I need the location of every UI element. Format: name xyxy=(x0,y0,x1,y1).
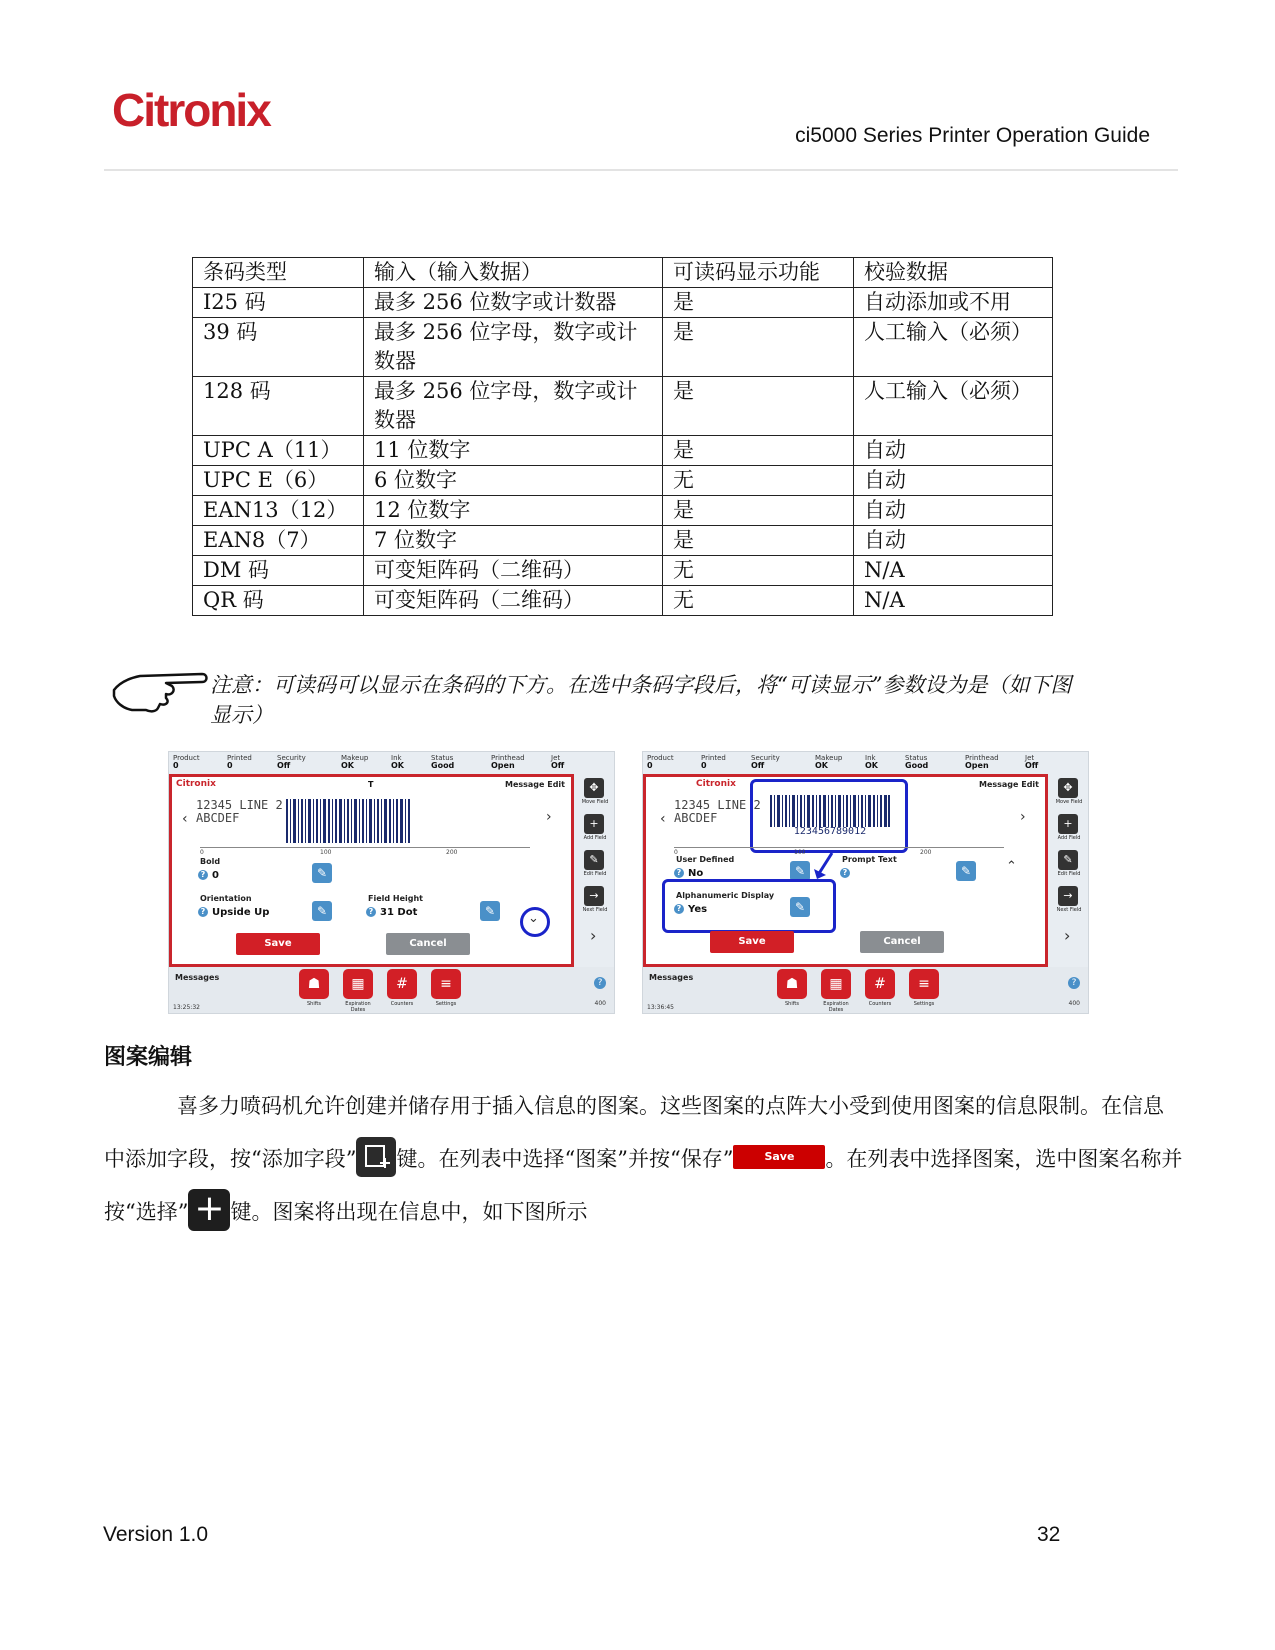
message-edit-panel xyxy=(169,774,574,967)
chevron-down-icon[interactable]: ⌄ xyxy=(528,911,539,926)
next-field-icon[interactable]: → xyxy=(1058,886,1078,906)
arrow-icon xyxy=(812,851,836,881)
table-header-row xyxy=(193,258,1053,288)
table-cell: UPC A（11） xyxy=(193,436,364,466)
help-icon[interactable]: ? xyxy=(594,977,606,989)
screen-logo: Citronix xyxy=(696,779,736,789)
table-header-cell: 校验数据 xyxy=(854,258,1053,288)
clock: 13:25:32 xyxy=(173,1004,200,1011)
message-edit-panel xyxy=(643,774,1048,967)
table-cell: 无 xyxy=(663,466,854,496)
ruler: 0 100 200 xyxy=(674,847,1004,848)
help-icon[interactable]: ? xyxy=(674,868,684,878)
table-row xyxy=(193,436,1053,466)
table-header-cell: 条码类型 xyxy=(193,258,364,288)
table-cell: 自动 xyxy=(854,526,1053,556)
help-icon[interactable]: ? xyxy=(198,907,208,917)
help-icon[interactable]: ? xyxy=(366,907,376,917)
cancel-button[interactable]: Cancel xyxy=(860,931,944,953)
field-t-label: T xyxy=(368,780,374,789)
screen-logo: Citronix xyxy=(176,779,216,789)
table-cell: 6 位数字 xyxy=(364,466,663,496)
status-bar: Product 0 Printed 0 Security Off Makeup OK Ink OK Status Good Printhead Open Jet Off xyxy=(169,752,614,774)
orientation-value: ? Upside Up xyxy=(198,907,269,918)
chevron-up-icon[interactable]: ⌃ xyxy=(1006,859,1017,874)
table-row xyxy=(193,526,1053,556)
cancel-button[interactable]: Cancel xyxy=(386,933,470,955)
table-header-cell: 可读码显示功能 xyxy=(663,258,854,288)
human-readable-text: 123456789012 xyxy=(793,826,867,837)
table-cell: 可变矩阵码（二维码） xyxy=(364,556,663,586)
save-button-icon: Save xyxy=(733,1145,825,1169)
preview-line1: 12345 LINE 2 xyxy=(674,798,761,812)
barcode-spec-table xyxy=(192,257,1053,616)
save-button[interactable]: Save xyxy=(236,933,320,955)
table-cell: 是 xyxy=(663,496,854,526)
orientation-label: Orientation xyxy=(200,894,252,903)
side-toolbar: ✥ Move Field + Add Field ✎ Edit Field → Next Field › xyxy=(1048,774,1089,967)
prompt-text-value xyxy=(840,868,854,879)
table-header-cell: 输入（输入数据） xyxy=(364,258,663,288)
barcode-highlight xyxy=(750,779,908,853)
bold-label: Bold xyxy=(200,857,221,866)
chevron-right-icon[interactable]: › xyxy=(1020,809,1026,825)
preview-line2: ABCDEF xyxy=(196,811,240,825)
shifts-icon[interactable]: ☗ xyxy=(299,969,329,999)
table-cell: UPC E（6） xyxy=(193,466,364,496)
table-cell: 自动添加或不用 xyxy=(854,288,1053,318)
table-cell: DM 码 xyxy=(193,556,364,586)
svg-text:Citronix: Citronix xyxy=(112,84,270,136)
table-cell: 人工输入（必须） xyxy=(854,318,1053,377)
table-cell: 是 xyxy=(663,526,854,556)
footer-version: Version 1.0 xyxy=(103,1523,209,1546)
header-divider xyxy=(104,169,1178,171)
save-button[interactable]: Save xyxy=(710,931,794,953)
pointing-hand-icon xyxy=(110,668,210,716)
help-icon[interactable]: ? xyxy=(198,870,208,880)
section-title: 图案编辑 xyxy=(104,1045,193,1070)
chevron-right-icon[interactable]: › xyxy=(1064,926,1071,945)
counters-icon[interactable]: # xyxy=(387,969,417,999)
screenshot-right xyxy=(642,751,1089,1014)
status-bar: Product 0 Printed 0 Security Off Makeup OK Ink OK Status Good Printhead Open Jet Off xyxy=(643,752,1088,774)
edit-field-icon[interactable]: ✎ xyxy=(1058,850,1078,870)
table-cell: 7 位数字 xyxy=(364,526,663,556)
bold-value: ? 0 xyxy=(198,870,219,881)
edit-orientation-button[interactable]: ✎ xyxy=(312,901,332,921)
table-row xyxy=(193,556,1053,586)
paragraph-part1: 喜多力喷码机允许创建并储存用于插入信息的图案。这些图案的点阵大小受到使用图案的信息限制。在信息中添加字段，按“添加字段” xyxy=(104,1094,1164,1171)
table-cell: 自动 xyxy=(854,496,1053,526)
paragraph-part2: 键。在列表中选择“图案”并按“保存” xyxy=(396,1147,734,1171)
barcode-image xyxy=(286,799,410,843)
message-preview xyxy=(192,795,542,847)
table-cell: 人工输入（必须） xyxy=(854,377,1053,436)
alphanumeric-highlight xyxy=(662,879,836,933)
prompt-text-label: Prompt Text xyxy=(842,855,897,864)
table-cell: 是 xyxy=(663,288,854,318)
help-icon[interactable]: ? xyxy=(674,904,684,914)
table-cell: 128 码 xyxy=(193,377,364,436)
page-number: 32 xyxy=(1037,1523,1061,1546)
edit-field-icon[interactable]: ✎ xyxy=(584,850,604,870)
table-cell: 最多 256 位数字或计数器 xyxy=(364,288,663,318)
chevron-left-icon[interactable]: ‹ xyxy=(660,811,666,827)
note-text: 注意：可读码可以显示在条码的下方。在选中条码字段后，将“可读显示”参数设为是（如下图显示） xyxy=(210,673,1072,727)
message-edit-title: Message Edit xyxy=(978,780,1039,789)
table-cell: 39 码 xyxy=(193,318,364,377)
preview-line1: 12345 LINE 2 xyxy=(196,798,283,812)
table-cell: 是 xyxy=(663,436,854,466)
table-cell: 是 xyxy=(663,377,854,436)
document-title: ci5000 Series Printer Operation Guide xyxy=(795,124,1150,147)
bottom-bar: Messages 13:36:45 ☗ Shifts ▦ Expiration Dates # Counters ≡ Settings ? 400 xyxy=(643,967,1088,1014)
table-row xyxy=(193,377,1053,436)
clock: 13:36:45 xyxy=(647,1004,674,1011)
table-cell: I25 码 xyxy=(193,288,364,318)
expiration-dates-icon[interactable]: ▦ xyxy=(343,969,373,999)
move-field-icon[interactable]: ✥ xyxy=(1058,778,1078,798)
table-row xyxy=(193,586,1053,616)
edit-bold-button[interactable]: ✎ xyxy=(312,863,332,883)
help-icon[interactable]: ? xyxy=(1068,977,1080,989)
paragraph-part3: 。在列表中选择图案，选中图案名称并按“选择” xyxy=(104,1147,1183,1224)
user-defined-value: ? No xyxy=(674,868,703,879)
table-cell: 是 xyxy=(663,318,854,377)
table-cell: 可变矩阵码（二维码） xyxy=(364,586,663,616)
table-row xyxy=(193,318,1053,377)
add-field-icon[interactable]: + xyxy=(584,814,604,834)
barcode-bars-icon xyxy=(286,799,410,843)
field-height-label: Field Height xyxy=(368,894,423,903)
ruler: 0 100 200 xyxy=(200,847,530,848)
chevron-left-icon[interactable]: ‹ xyxy=(182,811,188,827)
help-icon[interactable]: ? xyxy=(840,868,850,878)
chevron-right-icon[interactable]: › xyxy=(546,809,552,825)
chevron-right-icon[interactable]: › xyxy=(590,926,597,945)
table-cell: 无 xyxy=(663,586,854,616)
table-cell: EAN8（7） xyxy=(193,526,364,556)
messages-label: Messages xyxy=(175,973,220,982)
user-defined-label: User Defined xyxy=(676,855,735,864)
messages-label: Messages xyxy=(649,973,694,982)
screenshot-left xyxy=(168,751,615,1014)
table-row xyxy=(193,288,1053,318)
paragraph-part4: 键。图案将出现在信息中，如下图所示 xyxy=(230,1200,588,1224)
counters-icon[interactable]: # xyxy=(865,969,895,999)
count-value: 400 xyxy=(1068,1000,1080,1007)
table-row xyxy=(193,466,1053,496)
table-cell: 11 位数字 xyxy=(364,436,663,466)
table-cell: 自动 xyxy=(854,436,1053,466)
plus-icon: + xyxy=(188,1189,230,1231)
move-field-icon[interactable]: ✥ xyxy=(584,778,604,798)
settings-icon[interactable]: ≡ xyxy=(909,969,939,999)
edit-user-defined-button[interactable]: ✎ xyxy=(790,861,810,881)
alphanumeric-value: ? Yes xyxy=(674,904,707,915)
add-field-icon[interactable]: + xyxy=(1058,814,1078,834)
table-cell: QR 码 xyxy=(193,586,364,616)
table-row xyxy=(193,496,1053,526)
table-cell: EAN13（12） xyxy=(193,496,364,526)
message-edit-title: Message Edit xyxy=(504,780,565,789)
expiration-dates-icon[interactable]: ▦ xyxy=(821,969,851,999)
edit-height-button[interactable]: ✎ xyxy=(480,901,500,921)
settings-icon[interactable]: ≡ xyxy=(431,969,461,999)
table-cell: 自动 xyxy=(854,466,1053,496)
bottom-bar: Messages 13:25:32 ☗ Shifts ▦ Expiration Dates # Counters ≡ Settings ? 400 xyxy=(169,967,614,1014)
alphanumeric-label: Alphanumeric Display xyxy=(676,891,775,900)
table-cell: 12 位数字 xyxy=(364,496,663,526)
field-height-value: ? 31 Dot xyxy=(366,907,417,918)
edit-alphanumeric-button[interactable]: ✎ xyxy=(790,897,810,917)
add-field-icon xyxy=(356,1137,396,1177)
edit-prompt-button[interactable]: ✎ xyxy=(956,861,976,881)
table-cell: 最多 256 位字母，数字或计数器 xyxy=(364,377,663,436)
count-value: 400 xyxy=(594,1000,606,1007)
table-cell: N/A xyxy=(854,586,1053,616)
preview-line2: ABCDEF xyxy=(674,811,718,825)
table-cell: N/A xyxy=(854,556,1053,586)
table-cell: 无 xyxy=(663,556,854,586)
table-cell: 最多 256 位字母，数字或计数器 xyxy=(364,318,663,377)
next-field-icon[interactable]: → xyxy=(584,886,604,906)
side-toolbar: ✥ Move Field + Add Field ✎ Edit Field → Next Field › xyxy=(574,774,615,967)
section-paragraph xyxy=(104,1080,1184,1239)
shifts-icon[interactable]: ☗ xyxy=(777,969,807,999)
